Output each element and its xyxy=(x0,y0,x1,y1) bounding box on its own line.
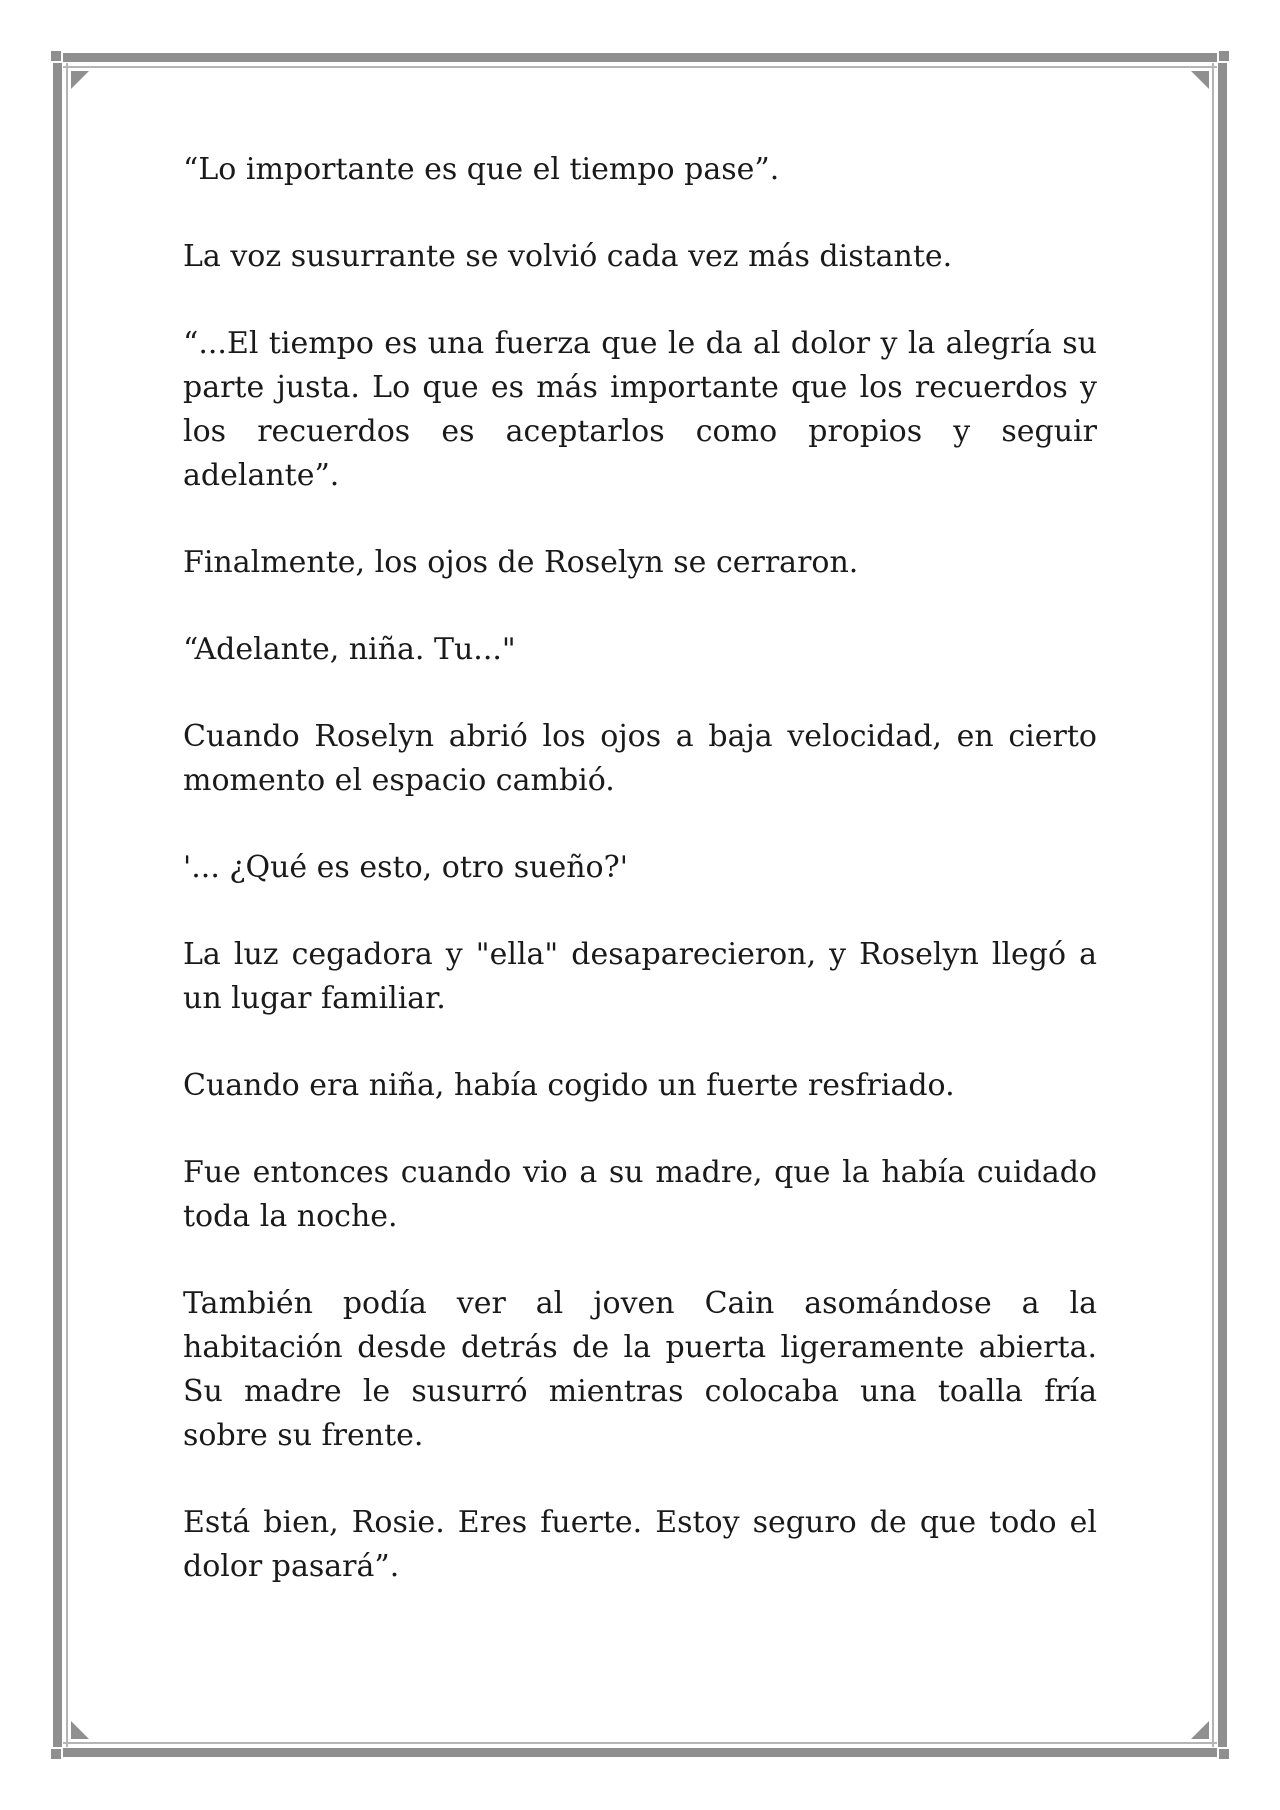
frame-left-inner-line xyxy=(66,63,68,1747)
frame-bottom-inner-line xyxy=(63,1742,1217,1744)
frame-left-border xyxy=(53,63,62,1747)
frame-top-border xyxy=(63,53,1217,62)
paragraph-5: “Adelante, niña. Tu..." xyxy=(183,632,516,667)
paragraph-9: Cuando era niña, había cogido un fuerte resfriado. xyxy=(183,1068,955,1103)
paragraph-7: '... ¿Qué es esto, otro sueño?' xyxy=(183,850,628,885)
frame-top-inner-line xyxy=(63,66,1217,68)
paragraph-8: La luz cegadora y "ella" desaparecieron, y Roselyn llegó a un lugar familiar. xyxy=(183,937,1097,1016)
paragraph-6: Cuando Roselyn abrió los ojos a baja velocidad, en cierto momento el espacio cambió. xyxy=(183,719,1097,798)
corner-ornament-top-left xyxy=(51,51,61,61)
corner-triangle-top-left xyxy=(71,71,89,89)
frame-right-inner-line xyxy=(1212,63,1214,1747)
corner-triangle-bottom-right xyxy=(1191,1721,1209,1739)
corner-triangle-bottom-left xyxy=(71,1721,89,1739)
corner-triangle-top-right xyxy=(1191,71,1209,89)
paragraph-4: Finalmente, los ojos de Roselyn se cerraron. xyxy=(183,545,859,580)
paragraph-1: “Lo importante es que el tiempo pase”. xyxy=(183,152,780,187)
corner-ornament-bottom-left xyxy=(51,1749,61,1759)
corner-ornament-top-right xyxy=(1219,51,1229,61)
paragraph-10: Fue entonces cuando vio a su madre, que la había cuidado toda la noche. xyxy=(183,1155,1097,1234)
frame-right-border xyxy=(1218,63,1227,1747)
paragraph-3: “...El tiempo es una fuerza que le da al dolor y la alegría su parte justa. Lo que es más importante que los recuerdos y los recuerdos es aceptarlos como propios y seguir adelante”. xyxy=(183,326,1097,493)
paragraph-12: Está bien, Rosie. Eres fuerte. Estoy seguro de que todo el dolor pasará”. xyxy=(183,1505,1097,1584)
document-body xyxy=(183,148,1097,1632)
paragraph-2: La voz susurrante se volvió cada vez más distante. xyxy=(183,239,953,274)
paragraph-11: También podía ver al joven Cain asomándose a la habitación desde detrás de la puerta ligeramente abierta. Su madre le susurró mientras colocaba una toalla fría sobre su frente. xyxy=(183,1286,1097,1453)
corner-ornament-bottom-right xyxy=(1219,1749,1229,1759)
frame-bottom-border xyxy=(63,1748,1217,1757)
